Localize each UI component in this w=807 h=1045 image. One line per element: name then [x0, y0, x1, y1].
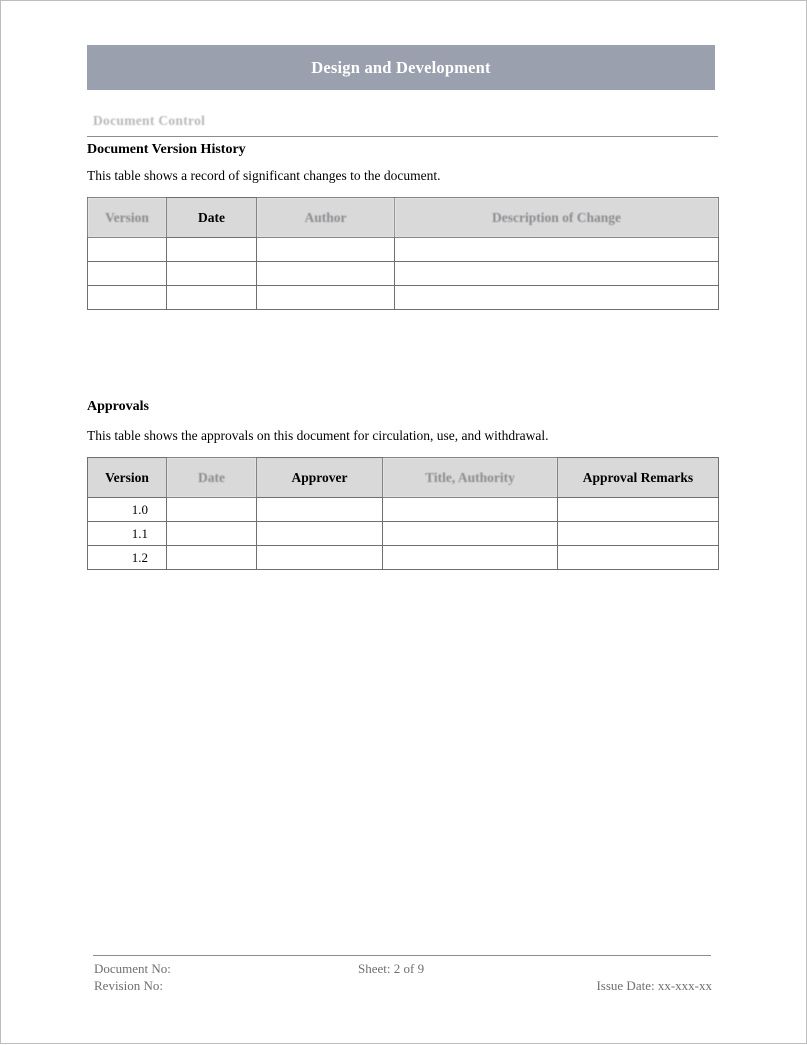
- cell-version[interactable]: 1.0: [88, 498, 167, 522]
- header-divider: [87, 136, 718, 137]
- cell-approver[interactable]: [257, 546, 383, 570]
- cell-description[interactable]: [395, 262, 719, 286]
- page-title: Design and Development: [311, 57, 491, 77]
- cell-version[interactable]: [88, 238, 167, 262]
- cell-date[interactable]: [167, 522, 257, 546]
- column-header-date: Date: [167, 458, 257, 498]
- column-header-date: Date: [167, 198, 257, 238]
- table-row: [88, 522, 719, 546]
- cell-description[interactable]: [395, 286, 719, 310]
- table-header-row: [88, 458, 719, 498]
- cell-author[interactable]: [257, 238, 395, 262]
- footer-sheet-number: Sheet: 2 of 9: [358, 961, 425, 976]
- version-history-description: This table shows a record of significant changes to the document.: [87, 168, 441, 183]
- column-header-author: Author: [257, 198, 395, 238]
- footer-divider: [93, 955, 711, 956]
- page-content: [87, 1, 718, 1045]
- cell-description[interactable]: [395, 238, 719, 262]
- footer-issue-date: Issue Date: xx-xxx-xx: [596, 978, 712, 993]
- cell-author[interactable]: [257, 286, 395, 310]
- version-history-table: [87, 197, 719, 310]
- cell-title-authority[interactable]: [383, 522, 558, 546]
- cell-approver[interactable]: [257, 522, 383, 546]
- column-header-approver: Approver: [257, 458, 383, 498]
- cell-date[interactable]: [167, 262, 257, 286]
- approvals-table: [87, 457, 719, 570]
- table-row: [88, 498, 719, 522]
- table-header-row: [88, 198, 719, 238]
- cell-date[interactable]: [167, 546, 257, 570]
- table-row: [88, 238, 719, 262]
- document-control-heading: Document Control: [93, 113, 206, 128]
- cell-approval-remarks[interactable]: [558, 546, 719, 570]
- column-header-description: Description of Change: [395, 198, 719, 238]
- cell-author[interactable]: [257, 262, 395, 286]
- cell-approval-remarks[interactable]: [558, 522, 719, 546]
- footer-revision-no: Revision No:: [94, 978, 163, 993]
- cell-date[interactable]: [167, 238, 257, 262]
- cell-title-authority[interactable]: [383, 498, 558, 522]
- table-row: [88, 286, 719, 310]
- column-header-version: Version: [88, 458, 167, 498]
- column-header-approval-remarks: Approval Remarks: [558, 458, 719, 498]
- cell-title-authority[interactable]: [383, 546, 558, 570]
- version-history-heading: Document Version History: [87, 142, 246, 157]
- approvals-description: This table shows the approvals on this document for circulation, use, and withdrawal.: [87, 428, 549, 443]
- cell-version[interactable]: 1.2: [88, 546, 167, 570]
- table-row: [88, 546, 719, 570]
- cell-date[interactable]: [167, 498, 257, 522]
- cell-approval-remarks[interactable]: [558, 498, 719, 522]
- cell-version[interactable]: 1.1: [88, 522, 167, 546]
- column-header-title-authority: Title, Authority: [383, 458, 558, 498]
- table-row: [88, 262, 719, 286]
- cell-date[interactable]: [167, 286, 257, 310]
- document-title-banner: [87, 45, 715, 90]
- cell-version[interactable]: [88, 286, 167, 310]
- approvals-heading: Approvals: [87, 399, 149, 414]
- column-header-version: Version: [88, 198, 167, 238]
- cell-approver[interactable]: [257, 498, 383, 522]
- cell-version[interactable]: [88, 262, 167, 286]
- footer-document-no: Document No:: [94, 961, 171, 976]
